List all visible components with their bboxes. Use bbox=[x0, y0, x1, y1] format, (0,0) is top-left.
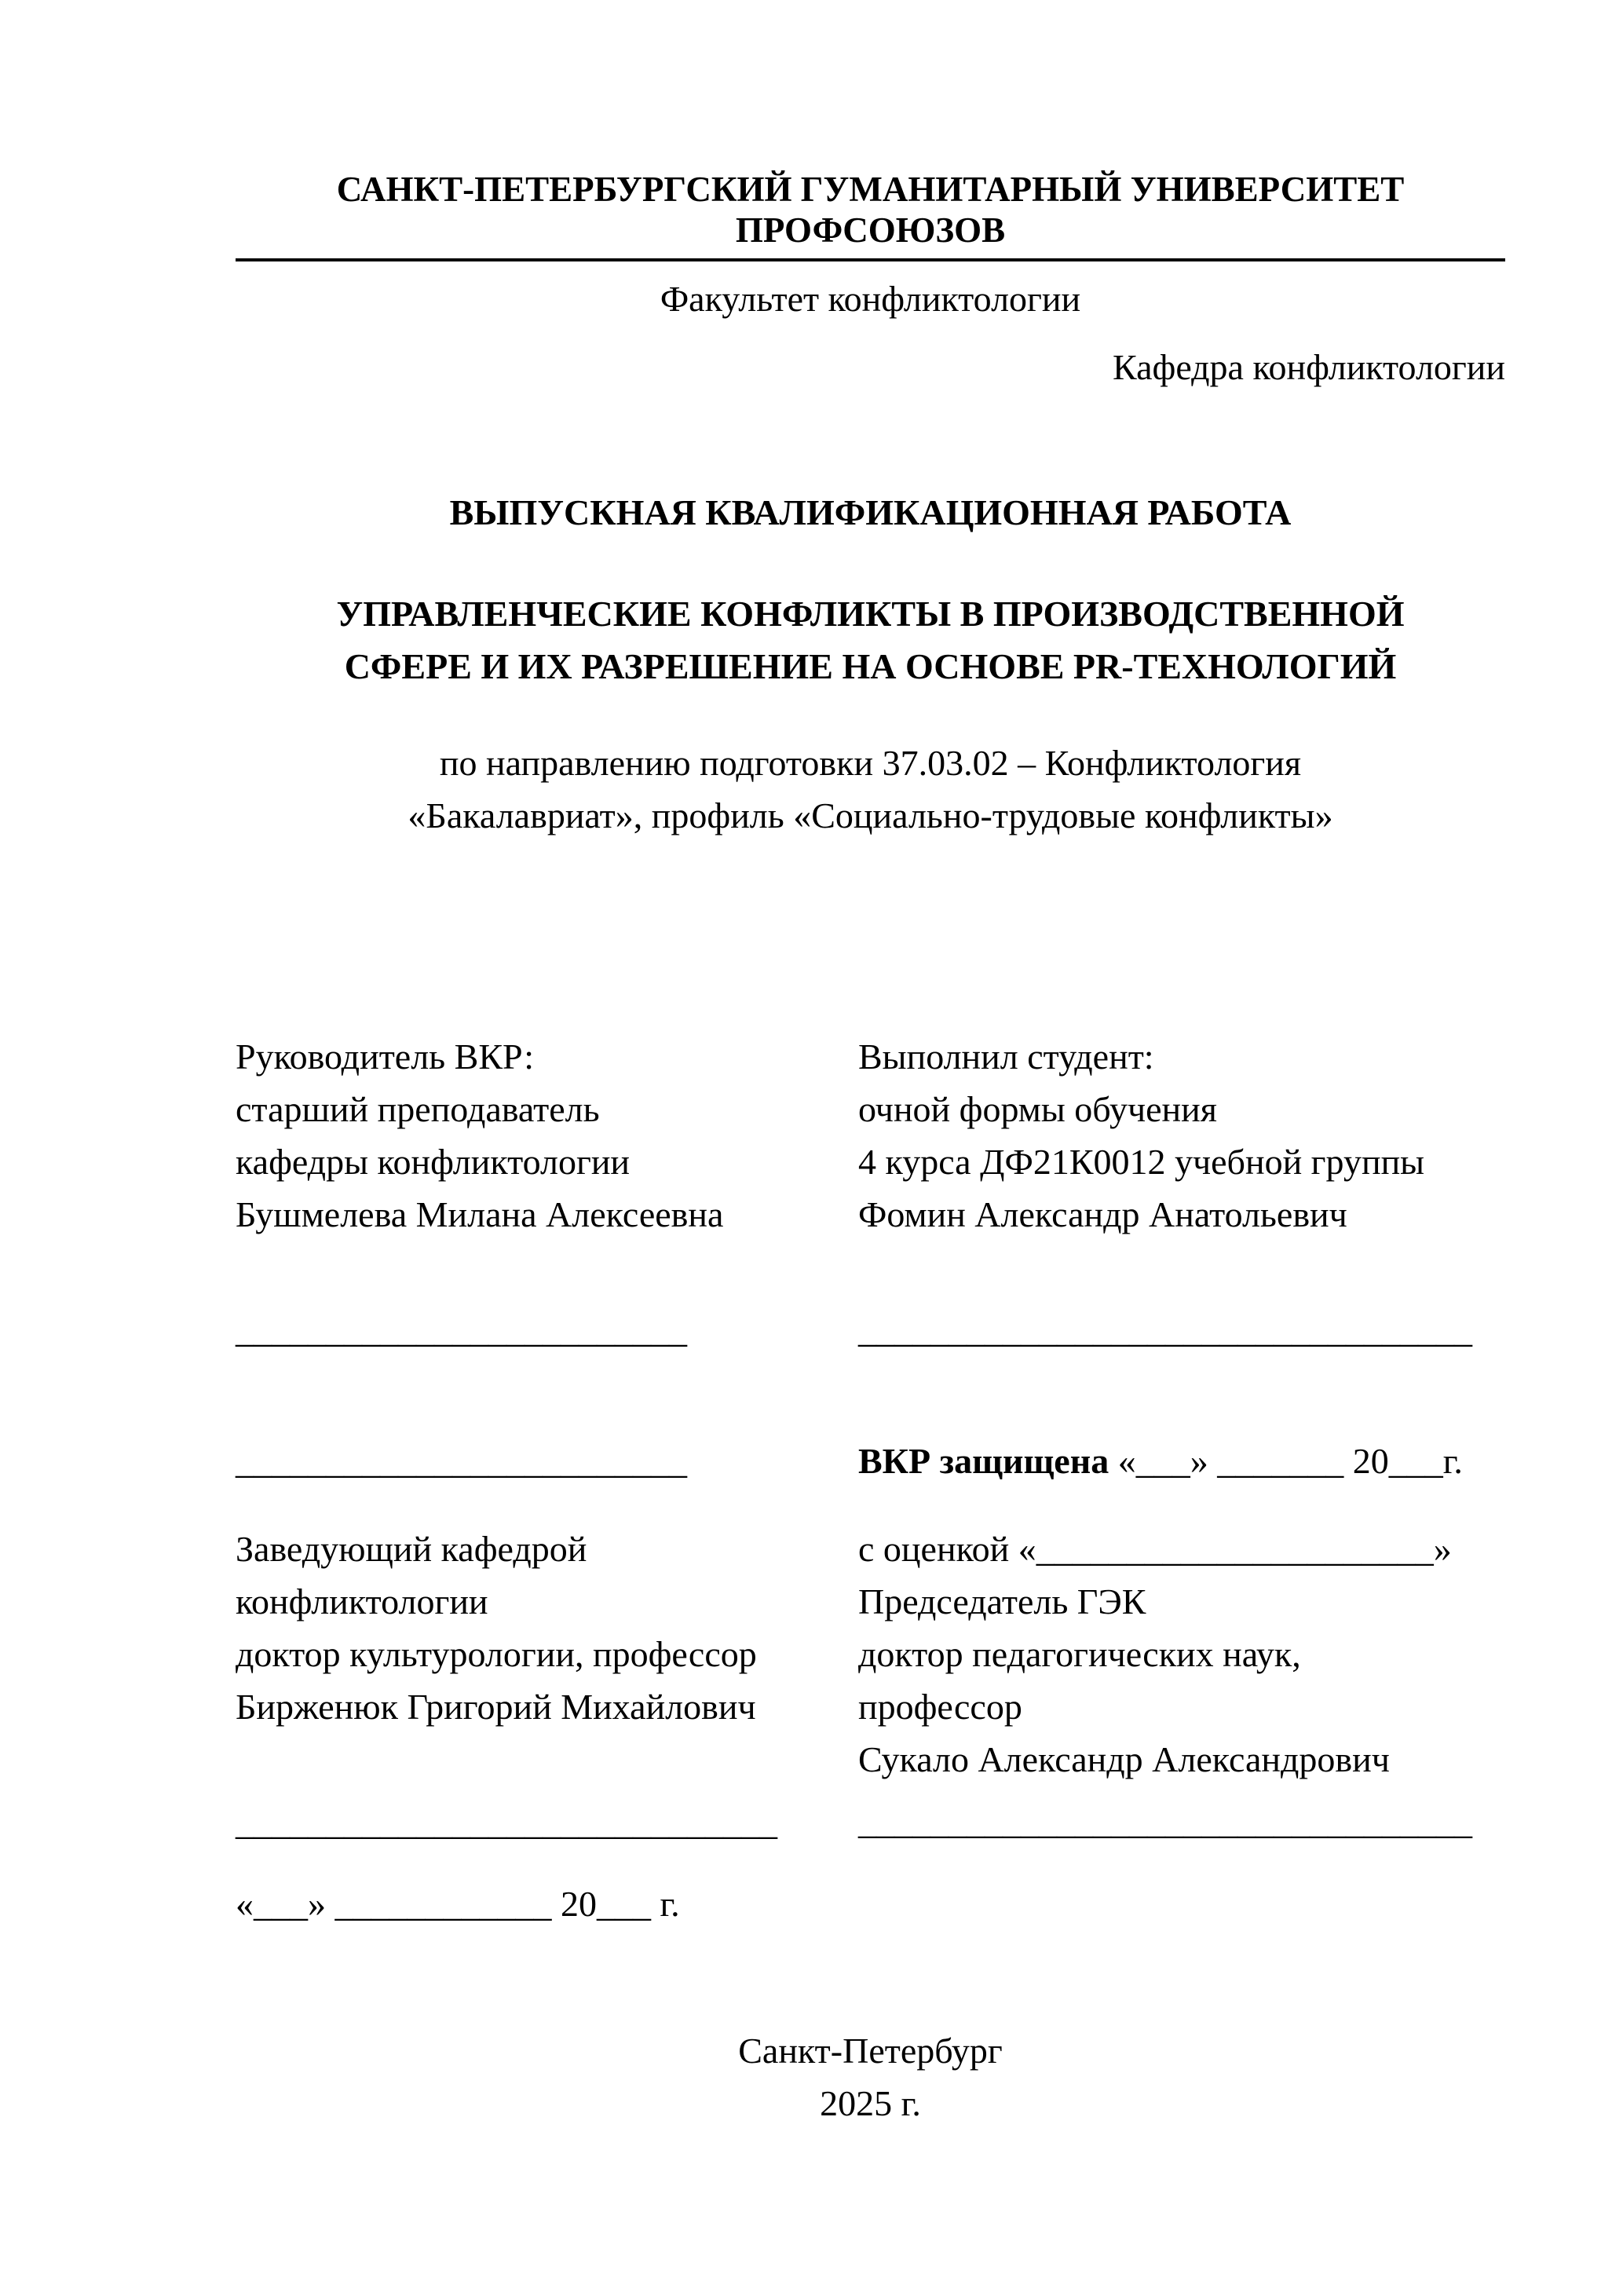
year-line: 2025 г. bbox=[820, 2083, 921, 2123]
chair-position-1: доктор педагогических наук, bbox=[858, 1634, 1301, 1674]
department-name: Кафедра конфликтологии bbox=[1113, 347, 1505, 387]
student-group: 4 курса ДФ21К0012 учебной группы bbox=[858, 1142, 1425, 1182]
thesis-title bbox=[236, 587, 1505, 693]
supervisor-position-2: кафедры конфликтологии bbox=[236, 1142, 631, 1182]
student-label: Выполнил студент: bbox=[858, 1036, 1154, 1077]
department-head-block bbox=[236, 1523, 858, 1733]
grade-blank-line: с оценкой «______________________» bbox=[858, 1529, 1452, 1569]
chair-name: Сукало Александр Александрович bbox=[858, 1739, 1390, 1779]
defended-line bbox=[858, 1435, 1505, 1487]
chair-label: Председатель ГЭК bbox=[858, 1581, 1146, 1621]
supervisor-position-1: старший преподаватель bbox=[236, 1089, 600, 1129]
supervisor-signature-line: _________________________ bbox=[236, 1310, 687, 1350]
faculty-name: Факультет конфликтологии bbox=[660, 279, 1081, 319]
work-type-heading: ВЫПУСКНАЯ КВАЛИФИКАЦИОННАЯ РАБОТА bbox=[449, 492, 1292, 532]
chair-position-2: профессор bbox=[858, 1687, 1022, 1727]
student-signature-line: __________________________________ bbox=[858, 1310, 1472, 1350]
chair-signature-line: __________________________________ bbox=[858, 1801, 1472, 1841]
supervisor-label: Руководитель ВКР: bbox=[236, 1036, 535, 1077]
head-name: Бирженюк Григорий Михайлович bbox=[236, 1687, 756, 1727]
defended-label: ВКР защищена bbox=[858, 1441, 1109, 1481]
student-name: Фомин Александр Анатольевич bbox=[858, 1194, 1347, 1234]
committee-chair-block bbox=[858, 1523, 1505, 1786]
program-direction: по направлению подготовки 37.03.02 – Конфликтология bbox=[439, 743, 1302, 783]
defended-blanks: «___» _______ 20___г. bbox=[1109, 1441, 1463, 1481]
student-study-form: очной формы обучения bbox=[858, 1089, 1217, 1129]
head-label-1: Заведующий кафедрой bbox=[236, 1529, 587, 1569]
left-signature-line-2: _________________________ bbox=[236, 1441, 687, 1481]
program-block bbox=[236, 737, 1505, 842]
supervisor-column bbox=[236, 1030, 858, 1930]
thesis-title-line1: УПРАВЛЕНЧЕСКИЕ КОНФЛИКТЫ В ПРОИЗВОДСТВЕННОЙ bbox=[336, 594, 1405, 634]
signatures-section bbox=[236, 1030, 1505, 1930]
city-name: Санкт-Петербург bbox=[738, 2031, 1003, 2071]
head-label-2: конфликтологии bbox=[236, 1581, 488, 1621]
thesis-title-line2: СФЕРЕ И ИХ РАЗРЕШЕНИЕ НА ОСНОВЕ PR-ТЕХНОЛОГИЙ bbox=[344, 646, 1397, 686]
student-column bbox=[858, 1030, 1505, 1930]
university-name: САНКТ-ПЕТЕРБУРГСКИЙ ГУМАНИТАРНЫЙ УНИВЕРСИТЕТ ПРОФСОЮЗОВ bbox=[236, 169, 1505, 261]
supervisor-name: Бушмелева Милана Алексеевна bbox=[236, 1194, 724, 1234]
footer-block bbox=[236, 2024, 1505, 2130]
program-profile: «Бакалавриат», профиль «Социально-трудовые конфликты» bbox=[408, 795, 1333, 835]
date-blank-line: «___» ____________ 20___ г. bbox=[236, 1884, 680, 1924]
head-position: доктор культурологии, профессор bbox=[236, 1634, 757, 1674]
head-signature-line: ______________________________ bbox=[236, 1802, 777, 1842]
